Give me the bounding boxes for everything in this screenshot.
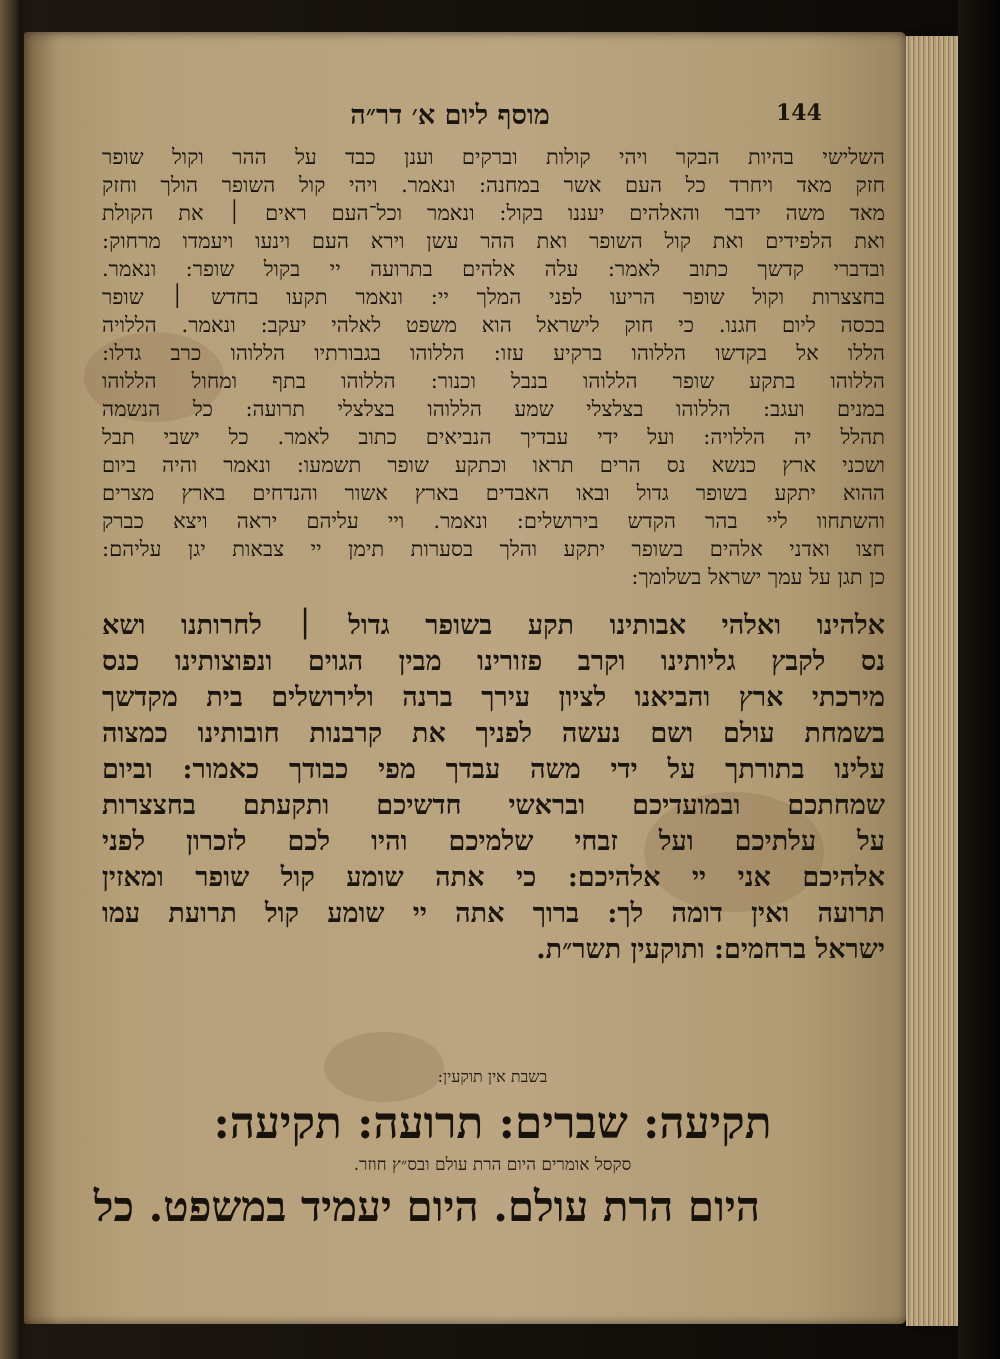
paragraph-1-line: ובדברי קדשך כתוב לאמר: עלה אלהים בתרועה יי בקול שופר: ונאמר. [102, 257, 885, 281]
paragraph-1-line: והשתחוו ליי בהר הקדש בירושלים: ונאמר. ויי עליהם יראה ויצא כברק [102, 509, 885, 533]
paragraph-2-line: ישראל ברחמים: ותוקעין תשר״ת. [536, 934, 885, 965]
paragraph-2-line: על עלתיכם ועל זבחי שלמיכם והיו לכם לזכרון לפני [102, 826, 885, 857]
paragraph-2-line: מירכתי ארץ והביאנו לציון עירך ברנה ולירושלים בית מקדשך [102, 682, 885, 713]
paragraph-2-line: עלינו בתורתך על ידי משה עבדך מפי כבודך כאמור: וביום [102, 754, 885, 785]
paragraph-2-line: נס לקבץ גליותינו וקרב פזורינו מבין הגוים ונפוצותינו כנס [102, 646, 885, 677]
book-cover-edge [958, 0, 1000, 1359]
paragraph-2-line: שמחתכם ובמועדיכם ובראשי חדשיכם ותקעתם בחצצרות [102, 790, 885, 821]
previous-page-edge [0, 0, 22, 1359]
closing-line: היום הרת עולם. היום יעמיד במשפט. כל [93, 1182, 760, 1231]
running-title: מוסף ליום א׳ דר״ה [350, 100, 550, 131]
paragraph-1-line: הללו אל בקדשו הללוהו ברקיע עזו: הללוהו בגבורתיו הללוהו כרב גדלו: [102, 341, 885, 365]
paragraph-1-line: השלישי בהיות הבקר ויהי קולות וברקים וענן כבד על ההר וקול שופר [102, 145, 885, 169]
paragraph-1-line: תהלל יה הללויה: ועל ידי עבדיך הנביאים כתוב לאמר. כל ישבי תבל [102, 425, 885, 449]
paragraph-1-line: חזק מאד ויחרד כל העם אשר במחנה: ונאמר. ויהי קול השופר הולך וחזק [102, 173, 885, 197]
paragraph-1-line: מאד משה ידבר והאלהים יעננו בקול: ונאמר וכל־העם ראים ׀ את הקולת [102, 201, 885, 225]
paragraph-1-line: ההוא יתקע בשופר גדול ובאו האבדים בארץ אשור והנדחים בארץ מצרים [102, 481, 885, 505]
paragraph-1-line: ושכני ארץ כנשא נס הרים תראו וכתקע שופר תשמעו: ונאמר והיה ביום [102, 453, 885, 477]
page-fore-edge [906, 36, 958, 1326]
instruction-note: סקסל אומרים היום הרת עולם ובס״ץ חוזר. [353, 1155, 632, 1175]
paragraph-2-line: תרועה ואין דומה לך: ברוך אתה יי שומע קול תרועת עמו [102, 898, 885, 929]
gutter-shadow [24, 32, 58, 1324]
paragraph-2-line: בשמחת עולם ושם נעשה לפניך את קרבנות חובותינו כמצוה [102, 718, 885, 749]
paragraph-1-line: כן תגן על עמך ישראל בשלומך: [631, 565, 885, 589]
paragraph-2-line: אלהינו ואלהי אבותינו תקע בשופר גדול ׀ לחרותנו ושא [102, 610, 885, 641]
paragraph-1-line: בחצצרות וקול שופר הריעו לפני המלך יי: ונאמר תקעו בחדש ׀ שופר [102, 285, 885, 309]
page-number: 144 [776, 100, 822, 126]
shofar-sounds-heading: תקיעה: שברים: תרועה: תקיעה: [213, 1098, 772, 1149]
paragraph-1-line: במנים ועגב: הללוהו בצלצלי שמע הללוהו בצלצלי תרועה: כל הנשמה [102, 397, 885, 421]
paragraph-1-line: הללוהו בתקע שופר הללוהו בנבל וכנור: הללוהו בתף ומחול הללוהו [102, 369, 885, 393]
shabbat-note: בשבת אין תוקעין: [437, 1067, 548, 1086]
paragraph-1-line: בכסה ליום חגנו. כי חוק לישראל הוא משפט לאלהי יעקב: ונאמר. הללויה [102, 313, 885, 337]
paragraph-1-line: חצו ואדני אלהים בשופר יתקע והלך בסערות תימן יי צבאות יגן עליהם: [102, 537, 885, 561]
paragraph-1-line: ואת הלפידים ואת קול השופר ואת ההר עשן וירא העם וינעו ויעמדו מרחוק: [102, 229, 885, 253]
paragraph-2-line: אלהיכם אני יי אלהיכם: כי אתה שומע קול שופר ומאזין [102, 862, 885, 893]
